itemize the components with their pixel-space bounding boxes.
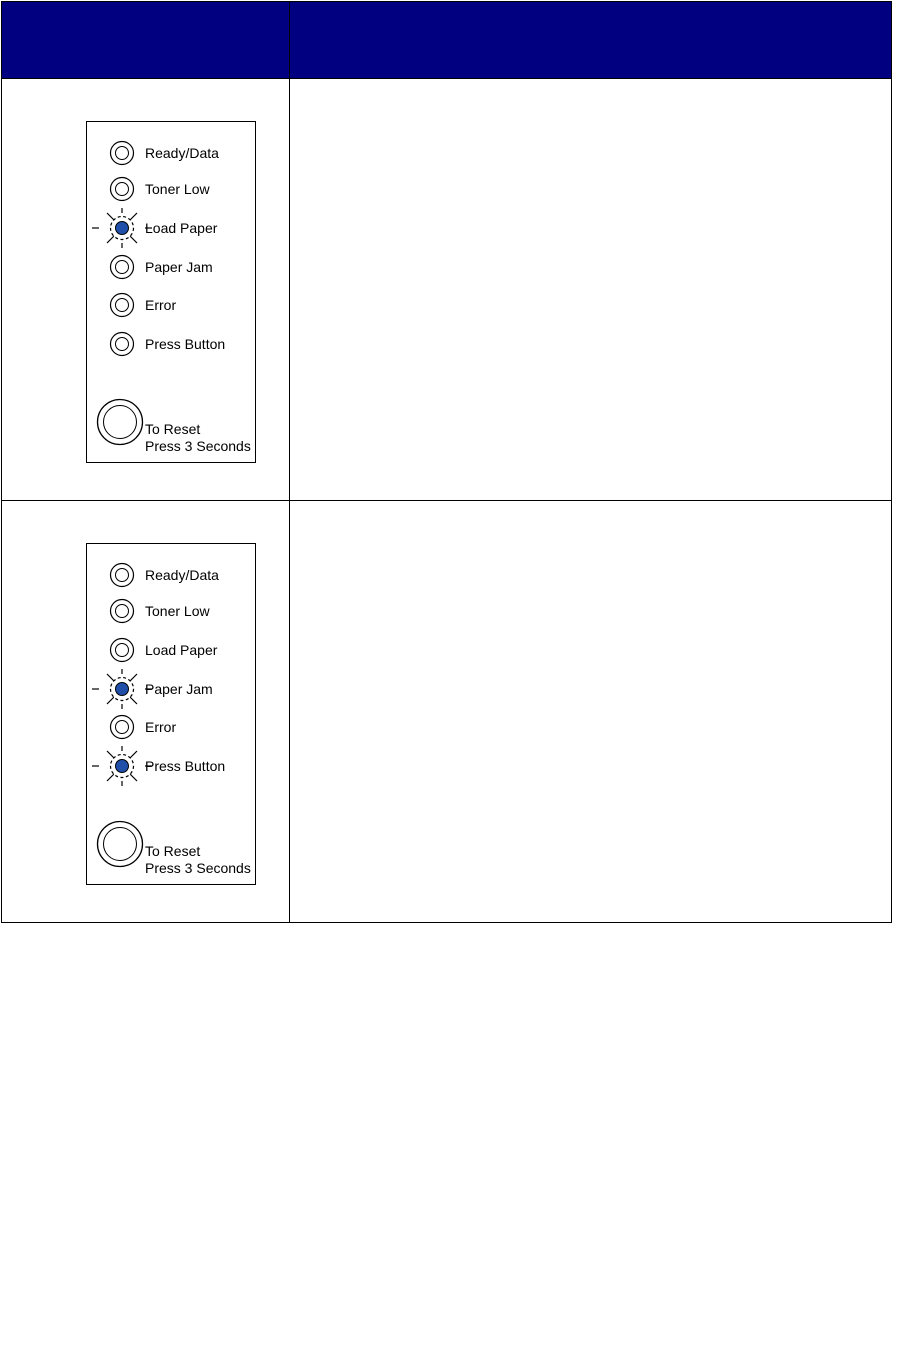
indicator-label: Toner Low <box>145 603 210 619</box>
reset-button-icon <box>96 398 144 446</box>
blinking-light-icon <box>107 213 137 243</box>
blinking-light-icon <box>107 751 137 781</box>
indicator-label: Ready/Data <box>145 145 219 161</box>
reset-line-2: Press 3 Seconds <box>145 860 251 876</box>
indicator-label: Paper Jam <box>145 259 213 275</box>
panel-cell <box>2 79 290 501</box>
light-off-icon <box>107 329 137 359</box>
indicator-label: Ready/Data <box>145 567 219 583</box>
indicator-label: Error <box>145 297 177 313</box>
header-cell-meaning <box>290 2 892 79</box>
indicator-label: Toner Low <box>145 181 210 197</box>
light-off-icon <box>107 596 137 626</box>
light-off-icon <box>107 174 137 204</box>
light-off-icon <box>107 290 137 320</box>
operator-panel <box>86 543 256 885</box>
reset-line-2: Press 3 Seconds <box>145 438 251 454</box>
indicator-label: Press Button <box>145 336 226 352</box>
indicator-label: Load Paper <box>145 642 218 658</box>
indicator-row <box>87 329 257 359</box>
light-off-icon <box>107 252 137 282</box>
indicator-row <box>87 290 257 320</box>
reset-line-1: To Reset <box>145 843 201 859</box>
operator-panel <box>86 121 256 463</box>
indicator-row <box>87 712 257 742</box>
reset-line-1: To Reset <box>145 421 201 437</box>
light-off-icon <box>107 138 137 168</box>
table-row <box>2 501 892 923</box>
indicator-row <box>87 252 257 282</box>
indicator-row <box>87 138 257 168</box>
description-cell <box>290 501 892 923</box>
light-off-icon <box>107 635 137 665</box>
blinking-light-icon <box>107 674 137 704</box>
indicator-row <box>87 751 257 781</box>
reset-instruction <box>145 421 251 455</box>
indicator-label: Load Paper <box>145 220 218 236</box>
table-row <box>2 79 892 501</box>
light-off-icon <box>107 712 137 742</box>
indicator-label: Paper Jam <box>145 681 213 697</box>
indicator-label: Press Button <box>145 758 226 774</box>
indicator-row <box>87 674 257 704</box>
reset-instruction <box>145 843 251 877</box>
table-header-row <box>2 2 892 79</box>
indicator-row <box>87 560 257 590</box>
indicator-row <box>87 213 257 243</box>
indicator-row <box>87 174 257 204</box>
status-table <box>1 1 892 923</box>
reset-button-icon <box>96 820 144 868</box>
indicator-row <box>87 596 257 626</box>
indicator-row <box>87 635 257 665</box>
header-cell-light-sequence <box>2 2 290 79</box>
light-off-icon <box>107 560 137 590</box>
indicator-label: Error <box>145 719 177 735</box>
description-cell <box>290 79 892 501</box>
panel-cell <box>2 501 290 923</box>
